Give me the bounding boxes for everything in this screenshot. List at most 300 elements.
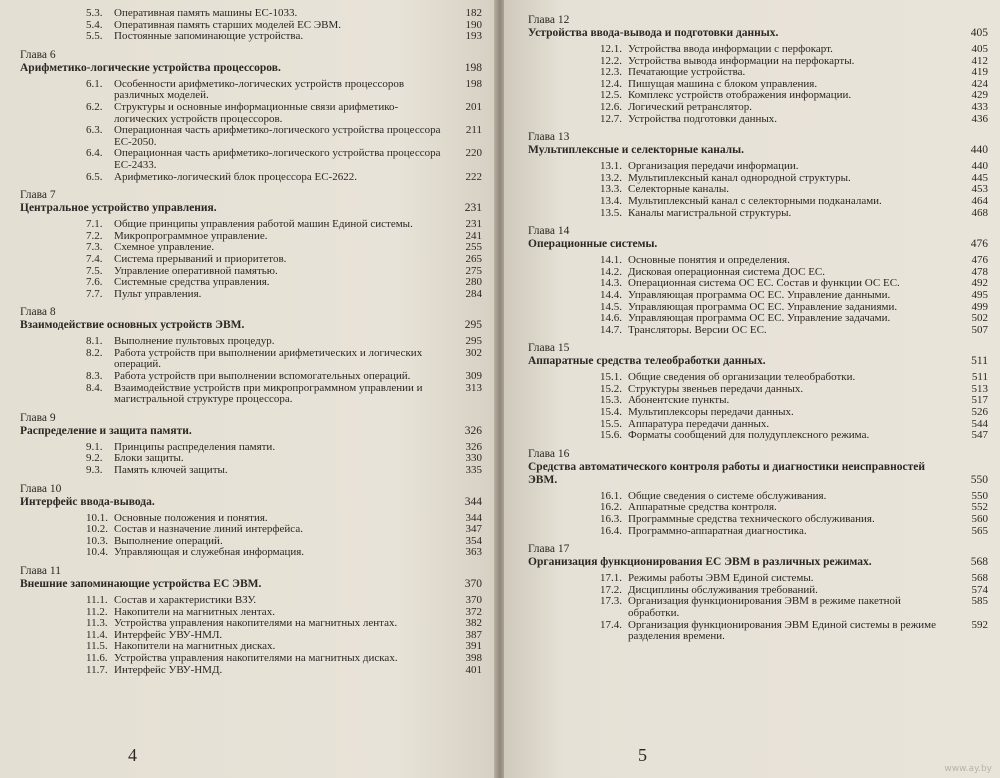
section-page: 201: [465, 100, 482, 113]
section-page: 565: [971, 524, 988, 537]
section-title: Выполнение пультовых процедур.: [114, 335, 275, 348]
section-page: 517: [971, 394, 988, 407]
chapter-heading: [20, 62, 482, 75]
toc-entry: [528, 596, 988, 619]
chapter-title: Операционные системы.: [528, 238, 658, 251]
section-title: Пульт управления.: [114, 287, 202, 300]
section-title: Состав и назначение линий интерфейса.: [114, 523, 303, 536]
toc-entry: [528, 114, 988, 126]
section-page: 241: [465, 229, 482, 242]
section-page: 550: [971, 489, 988, 502]
chapter-block: [528, 448, 988, 537]
section-number: 7.4.: [86, 252, 103, 265]
section-title: Память ключей защиты.: [114, 464, 228, 477]
section-title: Работа устройств при выполнении вспомогательных операций.: [114, 370, 411, 383]
section-number: 15.4.: [600, 406, 622, 419]
section-title: Операционная система ОС ЕС. Состав и функции ОС ЕС.: [628, 277, 900, 290]
chapter-label: Глава 6: [20, 48, 56, 61]
section-page: 372: [465, 605, 482, 618]
section-page: 220: [465, 147, 482, 160]
section-title: Мультиплексный канал однородной структуры.: [628, 171, 851, 184]
section-page: 495: [971, 288, 988, 301]
section-page: 275: [465, 264, 482, 277]
toc-entry: [528, 526, 988, 538]
chapter-block: [20, 49, 482, 183]
section-number: 13.4.: [600, 194, 622, 207]
section-number: 12.1.: [600, 43, 622, 55]
section-title: Управляющая и служебная информация.: [114, 546, 305, 559]
chapter-label: Глава 7: [20, 189, 56, 202]
chapter-heading: [20, 319, 482, 332]
toc-entry: [20, 289, 482, 301]
section-number: 16.3.: [600, 513, 622, 526]
chapter-page: 326: [464, 424, 482, 437]
section-title: Мультиплексный канал с селекторными подканалами.: [628, 194, 882, 207]
section-page: 387: [465, 628, 482, 641]
section-number: 11.2.: [86, 605, 108, 618]
section-number: 17.3.: [600, 595, 622, 608]
section-page: 344: [465, 511, 482, 524]
section-number: 8.2.: [86, 346, 103, 359]
section-title: Устройства управления накопителями на магнитных дисках.: [114, 651, 398, 664]
section-page: 468: [971, 206, 988, 219]
section-title: Накопители на магнитных лентах.: [114, 605, 275, 618]
chapter-label: Глава 17: [528, 543, 570, 556]
section-page: 302: [465, 346, 482, 359]
section-number: 16.1.: [600, 489, 622, 502]
section-title: Организация передачи информации.: [628, 160, 799, 173]
chapter-heading: [528, 238, 988, 251]
chapter-page: 231: [464, 202, 482, 215]
section-title: Программные средства технического обслуживания.: [628, 513, 875, 526]
chapter-page: 198: [464, 61, 482, 74]
section-page: 492: [971, 277, 988, 290]
toc-entry: [20, 219, 482, 231]
section-title: Выполнение операций.: [114, 534, 223, 547]
section-title: Общие сведения об организации телеобработки.: [628, 371, 856, 384]
chapter-title: Интерфейс ввода-вывода.: [20, 495, 155, 508]
chapter-block: [528, 131, 988, 219]
section-page: 436: [971, 112, 988, 125]
toc-entry: [20, 665, 482, 677]
section-page: 513: [971, 382, 988, 395]
section-title: Система прерываний и приоритетов.: [114, 252, 287, 265]
section-page: 284: [465, 287, 482, 300]
section-page: 255: [465, 241, 482, 254]
toc-entry: [528, 325, 988, 337]
toc-entry: [528, 102, 988, 114]
toc-entry: [528, 196, 988, 208]
chapter-label: Глава 10: [20, 482, 62, 495]
section-number: 11.4.: [86, 628, 108, 641]
chapter-page: 440: [970, 144, 988, 157]
toc-entry: [20, 125, 482, 148]
section-title: Устройства ввода информации с перфокарт.: [628, 43, 833, 55]
chapter-heading: [20, 496, 482, 509]
section-title: Структуры и основные информационные связи арифметико-логических устройств процессоров.: [114, 100, 399, 125]
section-page: 326: [465, 440, 482, 453]
section-title: Микропрограммное управление.: [114, 229, 268, 242]
chapter-title: Арифметико-логические устройства процессоров.: [20, 61, 281, 74]
toc-entry: [528, 44, 988, 56]
section-page: 585: [971, 595, 988, 608]
toc-entry: [528, 384, 988, 396]
section-title: Абонентские пункты.: [628, 394, 730, 407]
chapter-block: [20, 412, 482, 477]
chapter-title: Организация функционирования ЕС ЭВМ в различных режимах.: [528, 556, 872, 569]
chapter-page: 550: [970, 473, 988, 486]
section-number: 7.7.: [86, 287, 103, 300]
section-page: 429: [971, 89, 988, 102]
chapter-title: Взаимодействие основных устройств ЭВМ.: [20, 319, 245, 332]
section-number: 14.2.: [600, 265, 622, 278]
section-title: Организация функционирования ЭВМ Единой системы в режиме разделения времени.: [628, 618, 937, 643]
section-number: 5.5.: [86, 30, 103, 43]
section-page: 433: [971, 100, 988, 113]
section-number: 5.3.: [86, 7, 103, 19]
chapter-title: Центральное устройство управления.: [20, 202, 217, 215]
section-number: 5.4.: [86, 18, 103, 31]
section-number: 14.4.: [600, 288, 622, 301]
chapter-label: Глава 15: [528, 342, 570, 355]
section-page: 568: [971, 572, 988, 585]
toc-entry: [528, 90, 988, 102]
section-number: 6.5.: [86, 170, 103, 183]
section-title: Общие принципы управления работой машин Единой системы.: [114, 218, 413, 231]
section-page: 507: [971, 323, 988, 336]
section-page: 265: [465, 252, 482, 265]
section-number: 12.2.: [600, 54, 622, 67]
toc-entry: [20, 148, 482, 171]
section-title: Оперативная память машины ЕС-1033.: [114, 7, 298, 19]
section-number: 13.3.: [600, 183, 622, 196]
toc-entry: [20, 254, 482, 266]
chapter-block: [528, 342, 988, 442]
chapter-heading: [528, 556, 988, 569]
section-number: 11.6.: [86, 651, 108, 664]
section-page: 440: [971, 160, 988, 173]
toc-entry: [20, 79, 482, 102]
section-number: 17.2.: [600, 583, 622, 596]
left-page: [0, 0, 496, 778]
section-title: Основные понятия и определения.: [628, 254, 790, 267]
toc-entry: [20, 547, 482, 559]
section-page: 198: [465, 77, 482, 90]
section-title: Интерфейс УВУ-НМЛ.: [114, 628, 223, 641]
section-number: 12.5.: [600, 89, 622, 102]
section-title: Трансляторы. Версии ОС ЕС.: [628, 323, 767, 336]
toc-entry: [20, 8, 482, 20]
chapter-heading: [528, 355, 988, 368]
section-page: 231: [465, 218, 482, 231]
section-title: Устройства управления накопителями на магнитных лентах.: [114, 617, 398, 630]
section-number: 6.4.: [86, 147, 103, 160]
section-number: 16.2.: [600, 501, 622, 514]
section-number: 15.3.: [600, 394, 622, 407]
section-page: 370: [465, 594, 482, 606]
section-title: Управляющая программа ОС ЕС. Управление задачами.: [628, 312, 891, 325]
section-number: 9.1.: [86, 440, 103, 453]
section-page: 502: [971, 312, 988, 325]
section-page: 405: [971, 43, 988, 55]
toc-entry: [528, 407, 988, 419]
section-number: 13.2.: [600, 171, 622, 184]
chapter-label: Глава 9: [20, 411, 56, 424]
section-number: 17.1.: [600, 572, 622, 585]
toc-entry: [528, 620, 988, 643]
section-page: 295: [465, 335, 482, 348]
section-number: 10.2.: [86, 523, 108, 536]
section-title: Структуры звеньев передачи данных.: [628, 382, 804, 395]
toc-entry: [20, 348, 482, 371]
chapter-page: 370: [464, 578, 482, 590]
section-page: 464: [971, 194, 988, 207]
section-page: 193: [465, 30, 482, 43]
section-title: Организация функционирования ЭВМ в режиме пакетной обработки.: [628, 595, 901, 619]
chapter-heading: [528, 461, 988, 487]
chapter-block: [20, 306, 482, 406]
section-title: Аппаратура передачи данных.: [628, 417, 770, 430]
section-number: 11.1.: [86, 594, 108, 606]
page-number-left: 4: [128, 745, 137, 765]
toc-entry: [20, 383, 482, 406]
section-number: 13.1.: [600, 160, 622, 173]
section-number: 11.7.: [86, 663, 108, 676]
section-number: 11.3.: [86, 617, 108, 630]
section-title: Операционная часть арифметико-логического устройства процессора ЕС-2433.: [114, 147, 441, 171]
chapter-heading: [20, 578, 482, 591]
section-title: Программно-аппаратная диагностика.: [628, 524, 807, 537]
section-number: 17.4.: [600, 618, 622, 631]
chapter-block: [528, 14, 988, 125]
chapter-block: [20, 483, 482, 559]
section-page: 398: [465, 651, 482, 664]
section-title: Основные положения и понятия.: [114, 511, 268, 524]
section-page: 330: [465, 452, 482, 465]
section-page: 574: [971, 583, 988, 596]
chapter-page: 295: [464, 319, 482, 332]
section-number: 11.5.: [86, 640, 108, 653]
section-number: 15.6.: [600, 429, 622, 442]
section-page: 560: [971, 513, 988, 526]
chapter-page: 476: [970, 238, 988, 251]
section-number: 15.2.: [600, 382, 622, 395]
section-title: Системные средства управления.: [114, 276, 270, 289]
section-number: 12.4.: [600, 77, 622, 90]
section-number: 12.6.: [600, 100, 622, 113]
section-number: 7.5.: [86, 264, 103, 277]
section-number: 14.1.: [600, 254, 622, 267]
section-title: Устройства вывода информации на перфокарты.: [628, 54, 855, 67]
chapter-block: [528, 543, 988, 643]
chapter-page: 344: [464, 495, 482, 508]
section-title: Дисциплины обслуживания требований.: [628, 583, 818, 596]
section-title: Оперативная память старших моделей ЕС ЭВМ.: [114, 18, 342, 31]
toc-entry: [528, 313, 988, 325]
section-number: 6.2.: [86, 100, 103, 113]
toc-entry: [528, 208, 988, 220]
section-page: 412: [971, 54, 988, 67]
toc-entry: [20, 653, 482, 665]
section-number: 16.4.: [600, 524, 622, 537]
chapter-block: [20, 565, 482, 676]
section-page: 552: [971, 501, 988, 514]
toc-entry: [528, 290, 988, 302]
toc-entry: [528, 56, 988, 68]
section-number: 8.3.: [86, 370, 103, 383]
section-number: 9.3.: [86, 464, 103, 477]
section-number: 15.1.: [600, 371, 622, 384]
section-title: Интерфейс УВУ-НМД.: [114, 663, 223, 676]
chapter-label: Глава 11: [20, 565, 61, 577]
chapter-title: Распределение и защита памяти.: [20, 424, 192, 437]
toc-entry: [20, 465, 482, 477]
section-page: 453: [971, 183, 988, 196]
section-number: 7.2.: [86, 229, 103, 242]
section-page: 478: [971, 265, 988, 278]
section-title: Логический ретранслятор.: [628, 100, 752, 113]
toc-entry: [528, 514, 988, 526]
section-page: 363: [465, 546, 482, 559]
chapter-title: Устройства ввода-вывода и подготовки данных.: [528, 27, 779, 39]
section-page: 222: [465, 170, 482, 183]
section-page: 211: [465, 124, 482, 137]
section-title: Блоки защиты.: [114, 452, 184, 465]
section-number: 14.6.: [600, 312, 622, 325]
toc-entry: [528, 255, 988, 267]
chapter-heading: [20, 425, 482, 438]
chapter-label: Глава 14: [528, 225, 570, 238]
chapter-label: Глава 12: [528, 14, 570, 26]
section-number: 14.5.: [600, 300, 622, 313]
toc-entry: [20, 102, 482, 125]
section-number: 10.1.: [86, 511, 108, 524]
section-page: 182: [465, 7, 482, 19]
section-page: 424: [971, 77, 988, 90]
section-page: 592: [971, 618, 988, 631]
section-page: 313: [465, 381, 482, 394]
section-title: Управляющая программа ОС ЕС. Управление заданиями.: [628, 300, 898, 313]
section-title: Управляющая программа ОС ЕС. Управление данными.: [628, 288, 891, 301]
chapter-label: Глава 16: [528, 447, 570, 460]
section-title: Постоянные запоминающие устройства.: [114, 30, 304, 43]
section-page: 280: [465, 276, 482, 289]
chapter-block: [528, 225, 988, 336]
section-number: 13.5.: [600, 206, 622, 219]
section-page: 476: [971, 254, 988, 267]
section-number: 10.3.: [86, 534, 108, 547]
chapter-heading: [528, 144, 988, 157]
section-title: Схемное управление.: [114, 241, 215, 254]
section-number: 8.1.: [86, 335, 103, 348]
toc-entry: [20, 595, 482, 607]
toc-entry: [528, 430, 988, 442]
chapter-page: 568: [970, 556, 988, 569]
section-page: 347: [465, 523, 482, 536]
section-number: 9.2.: [86, 452, 103, 465]
chapter-title: Аппаратные средства телеобработки данных.: [528, 355, 766, 368]
right-page: [504, 0, 1000, 778]
section-title: Общие сведения о системе обслуживания.: [628, 489, 827, 502]
section-title: Форматы сообщений для полудуплексного режима.: [628, 429, 870, 442]
chapter-heading: [20, 202, 482, 215]
right-toc-column: [528, 8, 988, 643]
section-page: 511: [971, 371, 988, 384]
section-number: 6.1.: [86, 77, 103, 90]
section-number: 14.7.: [600, 323, 622, 336]
chapter-heading: [528, 27, 988, 40]
section-page: 499: [971, 300, 988, 313]
section-title: Взаимодействие устройств при микропрограммном управлении и магистральной структуре процессора.: [114, 381, 423, 406]
toc-entry: [20, 172, 482, 184]
watermark: www.ay.by: [944, 764, 992, 774]
section-page: 309: [465, 370, 482, 383]
section-page: 419: [971, 66, 988, 79]
section-number: 7.6.: [86, 276, 103, 289]
chapter-title: Средства автоматического контроля работы и диагностики неисправностей ЭВМ.: [528, 460, 925, 486]
section-page: 445: [971, 171, 988, 184]
section-title: Работа устройств при выполнении арифметических и логических операций.: [114, 346, 423, 371]
section-title: Пишущая машина с блоком управления.: [628, 77, 818, 90]
section-page: 354: [465, 534, 482, 547]
chapter-block: [20, 189, 482, 300]
section-title: Накопители на магнитных дисках.: [114, 640, 276, 653]
toc-entry: [20, 371, 482, 383]
section-page: 547: [971, 429, 988, 442]
section-title: Устройства подготовки данных.: [628, 112, 778, 125]
section-page: 526: [971, 406, 988, 419]
section-number: 7.3.: [86, 241, 103, 254]
section-title: Каналы магистральной структуры.: [628, 206, 792, 219]
section-title: Аппаратные средства контроля.: [628, 501, 777, 514]
section-number: 8.4.: [86, 381, 103, 394]
section-number: 7.1.: [86, 218, 103, 231]
section-title: Состав и характеристики ВЗУ.: [114, 594, 257, 606]
section-number: 6.3.: [86, 124, 103, 137]
toc-entry: [528, 173, 988, 185]
section-number: 12.7.: [600, 112, 622, 125]
section-title: Особенности арифметико-логических устройств процессоров различных моделей.: [114, 77, 405, 102]
section-title: Печатающие устройства.: [628, 66, 746, 79]
chapter-label: Глава 8: [20, 306, 56, 319]
chapter-label: Глава 13: [528, 131, 570, 144]
section-page: 401: [465, 663, 482, 676]
chapter-title: Мультиплексные и селекторные каналы.: [528, 144, 744, 157]
left-toc-column: [20, 8, 482, 676]
section-title: Селекторные каналы.: [628, 183, 730, 196]
section-number: 15.5.: [600, 417, 622, 430]
section-page: 544: [971, 417, 988, 430]
chapter-title: Внешние запоминающие устройства ЕС ЭВМ.: [20, 578, 262, 590]
section-title: Дисковая операционная система ДОС ЕС.: [628, 265, 826, 278]
section-title: Комплекс устройств отображения информации.: [628, 89, 852, 102]
section-title: Управление оперативной памятью.: [114, 264, 278, 277]
section-title: Мультиплексоры передачи данных.: [628, 406, 794, 419]
chapter-page: 511: [971, 355, 988, 368]
section-title: Принципы распределения памяти.: [114, 440, 276, 453]
toc-entry: [528, 161, 988, 173]
chapter-page: 405: [970, 27, 988, 39]
page-number-right: 5: [638, 745, 647, 765]
section-number: 10.4.: [86, 546, 108, 559]
section-title: Операционная часть арифметико-логического устройства процессора ЕС-2050.: [114, 124, 441, 148]
section-page: 382: [465, 617, 482, 630]
section-number: 12.3.: [600, 66, 622, 79]
section-page: 190: [465, 18, 482, 31]
section-page: 335: [465, 464, 482, 477]
section-title: Арифметико-логический блок процессора ЕС-2622.: [114, 170, 357, 183]
section-title: Режимы работы ЭВМ Единой системы.: [628, 572, 814, 585]
